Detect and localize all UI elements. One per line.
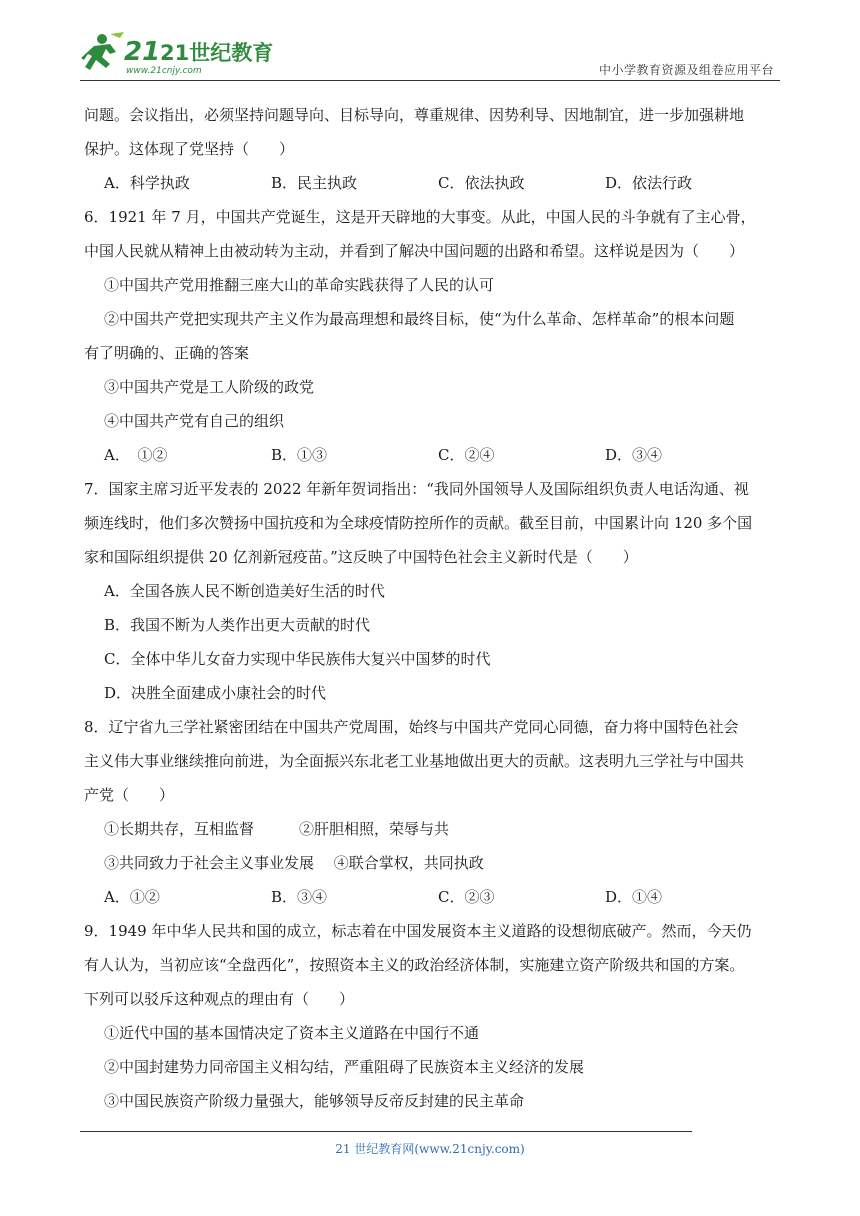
q6-options — [84, 438, 784, 472]
q7-text-line-1: 7．国家主席习近平发表的 2022 年新年贺词指出：“我同外国领导人及国际组织负责人电话沟通、视 — [84, 480, 749, 498]
q8-option-a: A．①② — [104, 888, 160, 906]
q8-text-line-1: 8．辽宁省九三学社紧密团结在中国共产党周围，始终与中国共产党同心同德，奋力将中国特色社会 — [84, 718, 739, 736]
q5-option-d: D．依法行政 — [605, 174, 693, 192]
q7-text-line-3: 家和国际组织提供 20 亿剂新冠疫苗。”这反映了中国特色社会主义新时代是（ ） — [84, 548, 638, 566]
q6-statement-2: ②中国共产党把实现共产主义作为最高理想和最终目标，使“为什么革命、怎样革命”的根本问题 — [104, 310, 735, 328]
q5-options — [84, 166, 784, 200]
q5-option-b: B．民主执政 — [271, 174, 358, 192]
q6-option-d: D．③④ — [605, 446, 663, 464]
q8-option-c: C．②③ — [438, 888, 495, 906]
q6-statement-2-cont: 有了明确的、正确的答案 — [84, 344, 250, 362]
q6-option-b: B．①③ — [271, 446, 328, 464]
q5-option-a: A．科学执政 — [104, 174, 190, 192]
q9-statement-2: ②中国封建势力同帝国主义相勾结，严重阻碍了民族资本主义经济的发展 — [104, 1058, 585, 1076]
q8-statements-3-4: ③共同致力于社会主义事业发展 ④联合掌权，共同执政 — [104, 854, 484, 872]
q9-statement-1: ①近代中国的基本国情决定了资本主义道路在中国行不通 — [104, 1024, 480, 1042]
q9-text-line-2: 有人认为，当初应该“全盘西化”，按照资本主义的政治经济体制，实施建立资产阶级共和国的方案。 — [84, 956, 745, 974]
q9-text-line-3: 下列可以驳斥这种观点的理由有（ ） — [84, 990, 355, 1008]
q6-option-a: A． ①② — [104, 446, 168, 464]
q5-option-c: C．依法执政 — [438, 174, 525, 192]
q6-option-c: C．②④ — [438, 446, 495, 464]
footer-divider — [80, 1131, 692, 1132]
q9-statement-3: ③中国民族资产阶级力量强大，能够领导反帝反封建的民主革命 — [104, 1092, 525, 1110]
svg-text:www.21cnjy.com: www.21cnjy.com — [126, 66, 202, 76]
q8-option-b: B．③④ — [271, 888, 328, 906]
q8-text-line-3: 产党（ ） — [84, 786, 175, 804]
svg-text:21世纪教育: 21世纪教育 — [160, 41, 274, 65]
q8-statements-1-2: ①长期共存，互相监督 ②肝胆相照，荣辱与共 — [104, 820, 450, 838]
header-slogan: 中小学教育资源及组卷应用平台 — [598, 63, 774, 77]
q8-options — [84, 880, 784, 914]
q6-statement-1: ①中国共产党用推翻三座大山的革命实践获得了人民的认可 — [104, 276, 495, 294]
q7-option-c: C．全体中华儿女奋力实现中华民族伟大复兴中国梦的时代 — [104, 650, 491, 668]
exam-content — [84, 98, 784, 1118]
q6-statement-3: ③中国共产党是工人阶级的政党 — [104, 378, 315, 396]
q6-text-line-2: 中国人民就从精神上由被动转为主动，并看到了解决中国问题的出路和希望。这样说是因为（ ） — [84, 242, 745, 260]
q9-text-line-1: 9．1949 年中华人民共和国的成立，标志着在中国发展资本主义道路的设想彻底破产。然而，今天仍 — [84, 922, 752, 940]
q7-option-a: A．全国各族人民不断创造美好生活的时代 — [104, 582, 385, 600]
header-divider — [80, 80, 780, 81]
q7-option-d: D．决胜全面建成小康社会的时代 — [104, 684, 327, 702]
page-header — [80, 30, 780, 82]
q7-option-b: B．我国不断为人类作出更大贡献的时代 — [104, 616, 371, 634]
q6-statement-4: ④中国共产党有自己的组织 — [104, 412, 285, 430]
footer-link[interactable]: 21 世纪教育网(www.21cnjy.com) — [335, 1142, 525, 1156]
q6-text-line-1: 6．1921 年 7 月，中国共产党诞生，这是开天辟地的大事变。从此，中国人民的斗争就有了主心骨， — [84, 208, 756, 226]
brand-logo — [80, 30, 274, 78]
runner-logo-icon — [80, 30, 274, 78]
q8-text-line-2: 主义伟大事业继续推向前进，为全面振兴东北老工业基地做出更大的贡献。这表明九三学社与中国共 — [84, 752, 745, 770]
q5-text-line-1: 问题。会议指出，必须坚持问题导向、目标导向，尊重规律、因势利导、因地制宜，进一步加强耕地 — [84, 106, 745, 124]
q5-text-line-2: 保护。这体现了党坚持（ ） — [84, 140, 295, 158]
q7-text-line-2: 频连线时，他们多次赞扬中国抗疫和为全球疫情防控所作的贡献。截至目前，中国累计向 120 多个国 — [84, 514, 753, 532]
svg-text:21: 21 — [124, 37, 161, 67]
q8-option-d: D．①④ — [605, 888, 663, 906]
